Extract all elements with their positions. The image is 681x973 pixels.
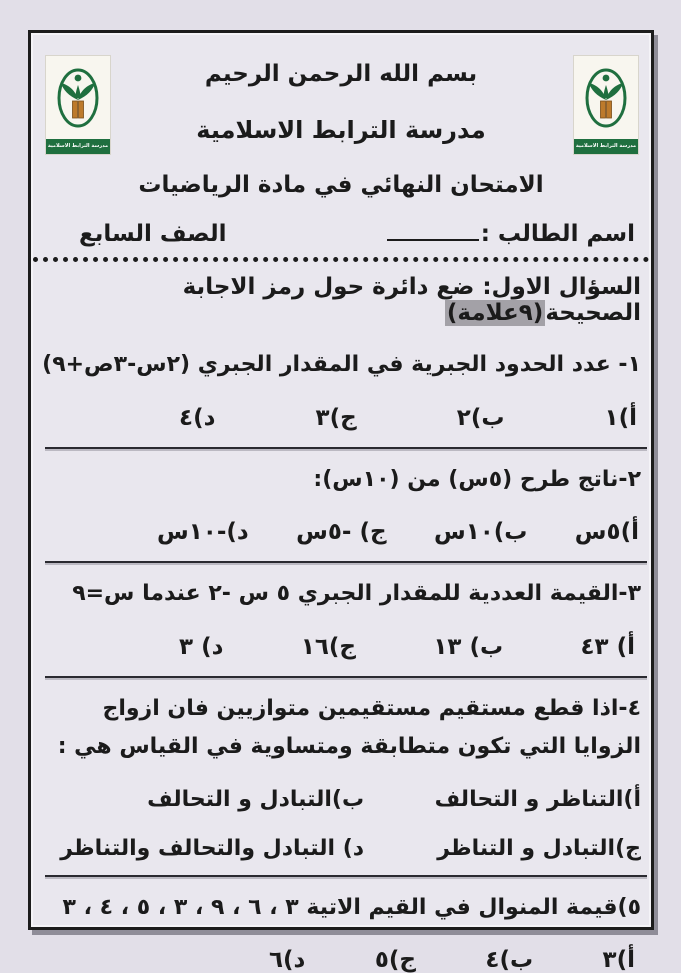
q3-option-a: أ) ٤٣ — [581, 634, 635, 660]
exam-header — [31, 33, 651, 211]
q2-option-a: أ)٥س — [575, 519, 639, 545]
student-name-blank — [387, 215, 479, 241]
exam-paper — [28, 30, 654, 930]
question-3-text: ٣-القيمة العددية للمقدار الجبري ٥ س -٢ عندما س=٩ — [39, 575, 641, 614]
question-divider — [45, 875, 647, 877]
logo-caption: مدرسة الترابط الاسلامية — [46, 139, 110, 154]
question-divider — [45, 676, 647, 678]
exam-title: الامتحان النهائي في مادة الرياضيات — [126, 172, 556, 198]
question-4-block — [31, 690, 651, 861]
question-4-options — [39, 787, 641, 861]
basmala-text: بسم الله الرحمن الرحيم — [126, 61, 556, 87]
q3-option-c: ج)١٦ — [301, 634, 356, 660]
q1-option-c: ج)٣ — [316, 405, 357, 431]
question-divider — [45, 447, 647, 449]
q3-option-d: د) ٣ — [179, 634, 223, 660]
school-emblem-icon — [577, 58, 635, 138]
q5-option-b: ب)٤ — [485, 947, 533, 973]
school-logo-right — [573, 55, 639, 155]
q1-option-d: د)٤ — [179, 405, 215, 431]
q3-option-b: ب) ١٣ — [433, 634, 503, 660]
q4-option-c: ج)التبادل و التناظر — [364, 836, 641, 861]
question-2-options — [39, 519, 641, 545]
q2-option-d: د)-١٠س — [157, 519, 249, 545]
question-1-block — [31, 274, 651, 431]
question-2-block — [31, 461, 651, 546]
section-instruction-text: السؤال الاول: ضع دائرة حول رمز الاجابة الصحيحة — [183, 274, 641, 326]
question-5-text: ٥)قيمة المنوال في القيم الاتية ٣ ، ٦ ، ٩ ، ٣ ، ٥ ، ٤ ، ٣ — [39, 889, 641, 928]
question-2-text: ٢-ناتج طرح (٥س) من (١٠س): — [39, 461, 641, 500]
q1-option-b: ب)٢ — [457, 405, 505, 431]
question-4-text: ٤-اذا قطع مستقيم مستقيمين متوازيين فان ازواج الزوايا التي تكون متطابقة ومتساوية في القياس هي : — [39, 690, 641, 767]
marks-badge: (٩علامة) — [445, 300, 545, 326]
q1-option-a: أ)١ — [605, 405, 637, 431]
logo-caption: مدرسة الترابط الاسلامية — [574, 139, 638, 154]
q4-option-a: أ)التناظر و التحالف — [364, 787, 641, 812]
question-1-text: ١- عدد الحدود الجبرية في المقدار الجبري (٢س-٣ص+٩) — [39, 346, 641, 385]
student-name-label: اسم الطالب : — [481, 221, 635, 247]
q5-option-a: أ)٣ — [603, 947, 635, 973]
question-1-options — [39, 405, 641, 431]
q4-option-b: ب)التبادل و التحالف — [39, 787, 364, 812]
school-logo-left — [45, 55, 111, 155]
grade-label: الصف السابع — [79, 221, 227, 247]
question-5-block — [31, 889, 651, 973]
q2-option-c: ج) -٥س — [296, 519, 386, 545]
question-divider — [45, 561, 647, 563]
question-3-options — [39, 634, 641, 660]
q5-option-d: د)٦ — [269, 947, 305, 973]
header-titles — [126, 61, 556, 198]
school-name: مدرسة الترابط الاسلامية — [126, 116, 556, 144]
school-emblem-icon — [49, 58, 107, 138]
q5-option-c: ج)٥ — [375, 947, 416, 973]
student-info-row — [31, 211, 651, 247]
question-3-block — [31, 575, 651, 660]
q4-option-d: د) التبادل والتحالف والتناظر — [39, 836, 364, 861]
dotted-divider — [33, 257, 649, 262]
question-5-options — [39, 947, 641, 973]
section-instruction — [39, 274, 641, 326]
q2-option-b: ب)١٠س — [434, 519, 527, 545]
